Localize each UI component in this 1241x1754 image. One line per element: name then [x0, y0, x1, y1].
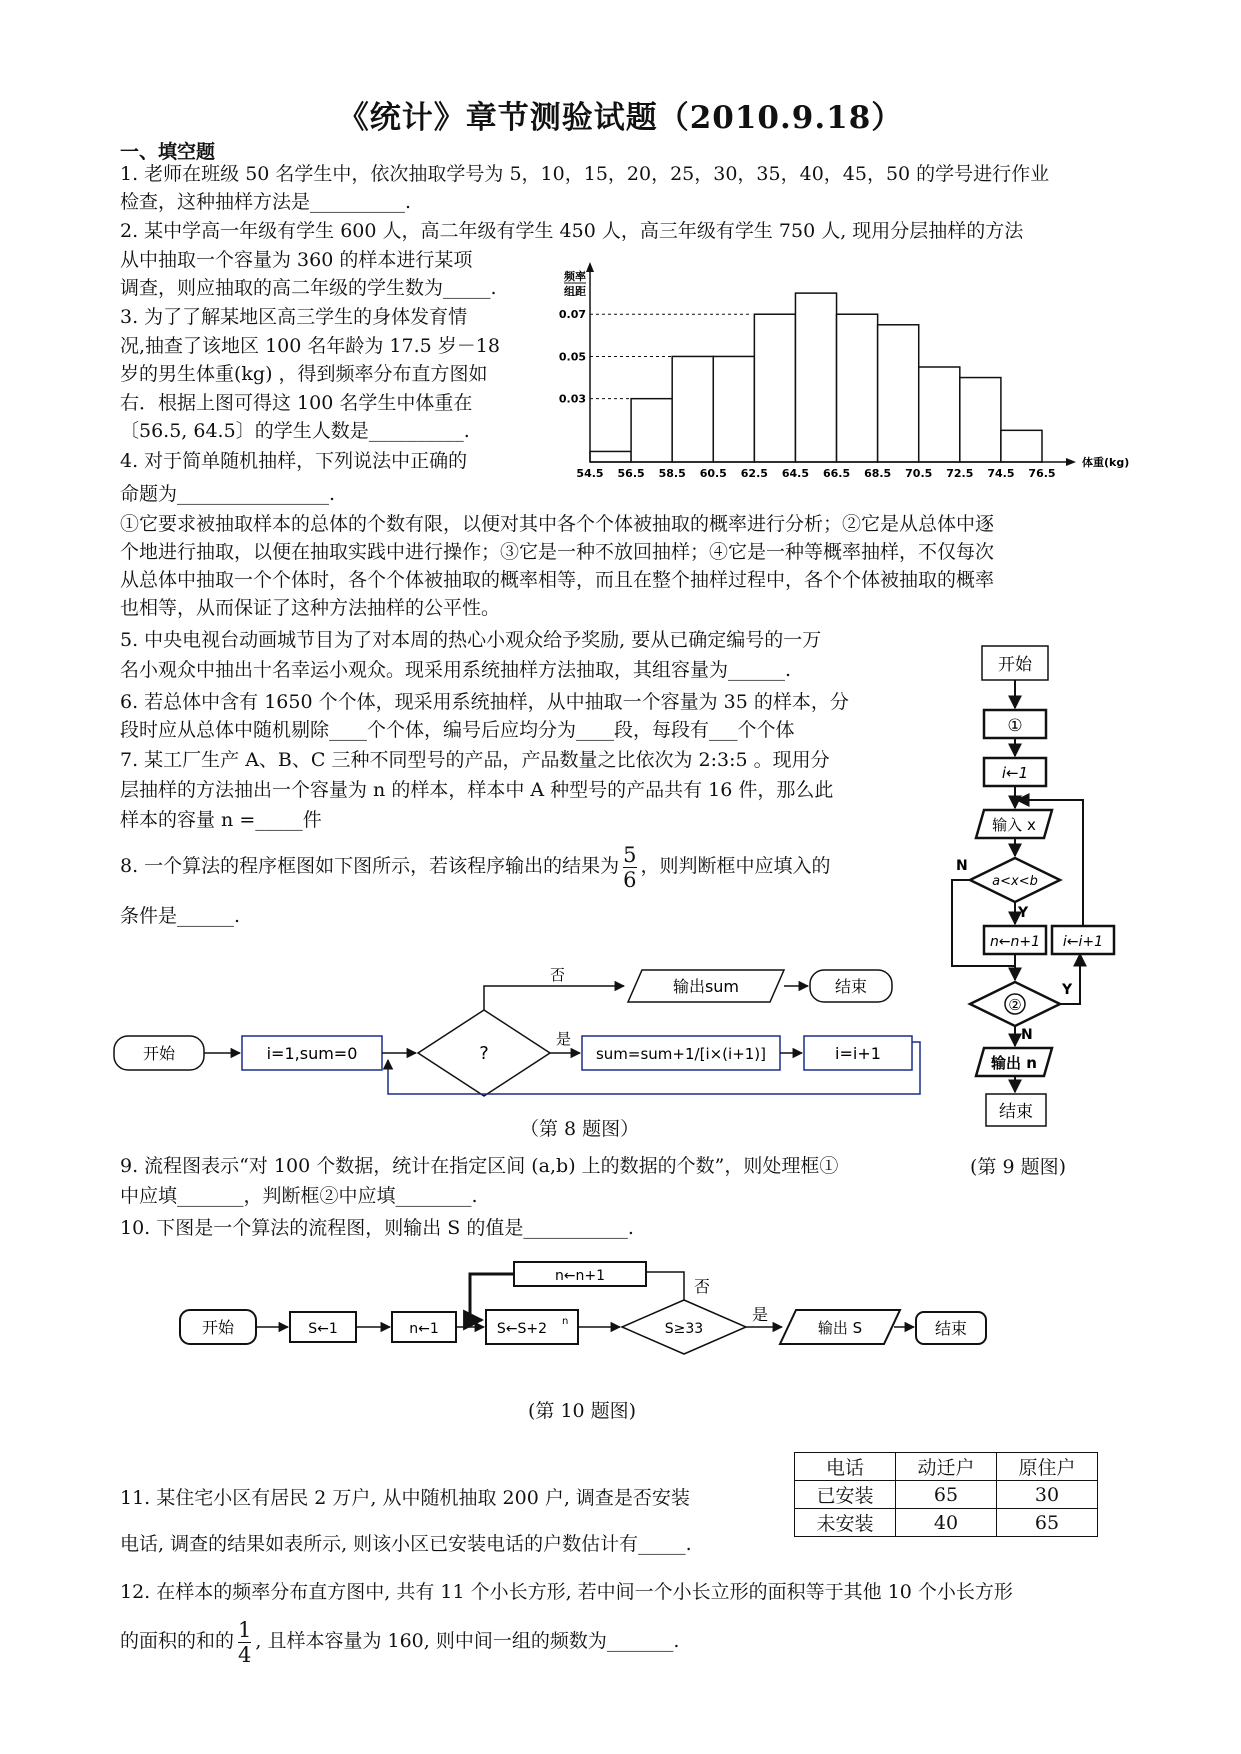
q5-line2: 名小观众中抽出十名幸运小观众。现采用系统抽样方法抽取，其组容量为______.: [120, 659, 792, 681]
q9-line2: 中应填_______，判断框②中应填________.: [120, 1185, 478, 1207]
q10-cond-label: S≥33: [664, 1321, 704, 1337]
histogram-bar: [960, 378, 1001, 462]
y-tick-label: 0.03: [558, 392, 586, 406]
q2-line1: 2. 某中学高一年级有学生 600 人，高二年级有学生 450 人，高三年级有学生 750 人, 现用分层抽样的方法: [120, 220, 1024, 242]
x-tick-label: 66.5: [822, 467, 851, 480]
q10-end-label: 结束: [934, 1319, 968, 1338]
q12-line1: 12. 在样本的频率分布直方图中, 共有 11 个小长方形, 若中间一个小长立形的面积等于其他 10 个小长方形: [120, 1581, 1013, 1603]
q8-body-label: sum=sum+1/[i×(i+1)]: [595, 1045, 767, 1063]
q12-fraction: [238, 1618, 251, 1667]
x-tick-label: 68.5: [864, 467, 892, 480]
q10-caption: (第 10 题图): [528, 1400, 637, 1422]
table-cell: 40: [896, 1509, 997, 1537]
q10-loop-label: n←n+1: [554, 1268, 606, 1284]
q12-line2: [120, 1612, 679, 1670]
q4-line6: 也相等，从而保证了这种方法抽样的公平性。: [120, 597, 501, 619]
table-row: [795, 1509, 1098, 1537]
x-tick-label: 62.5: [740, 467, 768, 480]
q9-y2-label: Y: [1062, 982, 1073, 998]
q8-line2: 条件是______.: [120, 905, 241, 927]
q10-n-init-label: n←1: [409, 1321, 439, 1337]
q3-line5: 〔56.5, 64.5〕的学生人数是__________.: [120, 420, 470, 442]
q10-s-init-label: S←1: [308, 1321, 338, 1337]
q4-line4: 个地进行抽取，以便在抽取实践中进行操作；③它是一种不放回抽样；④它是一种等概率抽样，不仅每次: [120, 541, 995, 563]
q4-line5: 从总体中抽取一个个体时，各个个体被抽取的概率相等，而且在整个抽样过程中，各个个体被抽取的概率: [120, 569, 995, 591]
histogram-bar: [713, 356, 754, 462]
histogram-bar: [631, 399, 672, 462]
q4-line2: 命题为________________.: [120, 483, 336, 505]
table-header-cell: 原住户: [997, 1453, 1098, 1481]
q3-line4: 右．根据上图可得这 100 名学生中体重在: [120, 392, 473, 414]
q10-yes-label: 是: [752, 1305, 769, 1324]
table-row: [795, 1481, 1098, 1509]
q12-text-post: , 且样本容量为 160, 则中间一组的频数为_______.: [255, 1630, 680, 1652]
q8-inc-label: i=i+1: [835, 1044, 881, 1063]
q9-n2-label: N: [1021, 1027, 1033, 1043]
q8-flowchart: [110, 960, 940, 1110]
q12-frac-num: 1: [238, 1617, 252, 1642]
q3-line1: 3. 为了了解某地区高三学生的身体发育情: [120, 306, 468, 328]
x-tick-label: 76.5: [1028, 467, 1056, 480]
q8-frac-den: 6: [623, 867, 637, 892]
page-title: 《统计》章节测验试题（2010.9.18）: [337, 100, 904, 136]
q7-line3: 样本的容量 n =_____件: [120, 809, 322, 831]
q9-line1: 9. 流程图表示“对 100 个数据，统计在指定区间 (a,b) 上的数据的个数”，则处理框①: [120, 1155, 839, 1177]
histogram-bar: [795, 293, 836, 462]
q7-line2: 层抽样的方法抽出一个容量为 n 的样本，样本中 A 种型号的产品共有 16 件，那么此: [120, 779, 834, 801]
x-tick-label: 74.5: [987, 467, 1015, 480]
q1-line2: 检查，这种抽样方法是__________.: [120, 191, 412, 213]
x-axis-arrow-icon: [1066, 458, 1076, 466]
q8-yes-label: 是: [556, 1030, 572, 1048]
q8-cond-label: ?: [479, 1043, 489, 1064]
q10-start-label: 开始: [201, 1318, 235, 1337]
x-tick-label: 54.5: [576, 467, 604, 480]
q2-line2: 从中抽取一个容量为 360 的样本进行某项: [120, 249, 473, 271]
histogram-bar: [672, 356, 713, 462]
q9-end-label: 结束: [999, 1102, 1033, 1122]
q8-text-post: ，则判断框中应填入的: [640, 855, 831, 877]
x-tick-label: 58.5: [658, 467, 686, 480]
table-cell: 30: [997, 1481, 1098, 1509]
q12-frac-den: 4: [238, 1642, 252, 1667]
q11-line1: 11. 某住宅小区有居民 2 万户, 从中随机抽取 200 户, 调查是否安装: [120, 1487, 690, 1509]
x-tick-label: 64.5: [781, 467, 810, 480]
q8-caption: （第 8 题图）: [520, 1118, 640, 1140]
q6-line2: 段时应从总体中随机剔除____个个体，编号后应均分为____段，每段有___个个体: [120, 719, 795, 741]
x-tick-label: 70.5: [905, 467, 933, 480]
q4-line3: ①它要求被抽取样本的总体的个数有限，以便对其中各个个体被抽取的概率进行分析；②它是从总体中逐: [120, 513, 995, 535]
q8-no-label: 否: [550, 966, 566, 984]
x-tick-label: 72.5: [946, 467, 974, 480]
q4-line1: 4. 对于简单随机抽样，下列说法中正确的: [120, 450, 468, 472]
y-axis-label-bottom: 组距: [564, 285, 586, 298]
table-header-cell: 动迁户: [896, 1453, 997, 1481]
table-cell: 未安装: [795, 1509, 896, 1537]
phone-table: [794, 1452, 1098, 1537]
q9-count-label: n←n+1: [989, 934, 1041, 950]
y-axis-arrow-icon: [586, 262, 594, 272]
table-header-row: [795, 1453, 1098, 1481]
histogram-bar: [590, 451, 631, 462]
q7-line1: 7. 某工厂生产 A、B、C 三种不同型号的产品，产品数量之比依次为 2:3:5 。现用分: [120, 749, 830, 771]
q10-update-exponent: n: [562, 1316, 569, 1327]
q9-input-label: 输入 x: [992, 816, 1036, 834]
q11-line2: 电话, 调查的结果如表所示, 则该小区已安装电话的户数估计有_____.: [120, 1533, 692, 1555]
x-axis-label: 体重(kg): [1082, 456, 1130, 469]
q10-no-label: 否: [694, 1277, 711, 1296]
q9-start-label: 开始: [998, 655, 1032, 675]
section-heading: 一、填空题: [120, 141, 216, 163]
q2-line3: 调查，则应抽取的高二年级的学生数为_____.: [120, 277, 497, 299]
histogram-bar: [837, 314, 878, 462]
q8-start-label: 开始: [142, 1044, 176, 1063]
histogram-chart: [558, 262, 1130, 494]
q8-end-label: 结束: [834, 977, 868, 996]
y-tick-label: 0.07: [558, 308, 586, 322]
q9-p2-label: ②: [1008, 996, 1022, 1014]
q9-flowchart: [942, 642, 1142, 1132]
histogram-bar: [754, 314, 795, 462]
q10-line1: 10. 下图是一个算法的流程图，则输出 S 的值是___________.: [120, 1217, 634, 1239]
q9-inc-label: i←i+1: [1062, 934, 1104, 950]
q3-line2: 况,抽查了该地区 100 名年龄为 17.5 岁－18: [120, 335, 500, 357]
q8-init-label: i=1,sum=0: [266, 1044, 358, 1063]
q9-output-label: 输出 n: [991, 1054, 1037, 1072]
q3-line3: 岁的男生体重(kg) ，得到频率分布直方图如: [120, 363, 488, 385]
y-axis-label-top: 频率: [564, 270, 586, 283]
q8-output-label: 输出sum: [672, 977, 740, 996]
q12-text-pre: 的面积的和的: [120, 1630, 235, 1652]
q9-init-label: i←1: [1001, 764, 1029, 782]
histogram-bar: [878, 325, 919, 462]
q8-fraction: [623, 843, 636, 892]
table-cell: 65: [896, 1481, 997, 1509]
q10-output-label: 输出 S: [817, 1319, 863, 1337]
q5-line1: 5. 中央电视台动画城节目为了对本周的热心小观众给予奖励, 要从已确定编号的一万: [120, 629, 822, 651]
q1-line1: 1. 老师在班级 50 名学生中，依次抽取学号为 5，10，15，20，25，30，35，40，45，50 的学号进行作业: [120, 163, 1050, 185]
y-tick-label: 0.05: [558, 350, 586, 364]
histogram-bar: [919, 367, 960, 462]
q9-p1-label: ①: [1007, 716, 1023, 736]
table-cell: 65: [997, 1509, 1098, 1537]
x-tick-label: 56.5: [617, 467, 645, 480]
q10-flowchart: [170, 1262, 1040, 1372]
q10-update-label: S←S+2: [496, 1321, 548, 1337]
q8-text-pre: 8. 一个算法的程序框图如下图所示，若该程序输出的结果为: [120, 855, 620, 877]
q6-line1: 6. 若总体中含有 1650 个个体，现采用系统抽样，从中抽取一个容量为 35 的样本，分: [120, 691, 849, 713]
table-header-cell: 电话: [795, 1453, 896, 1481]
q9-caption: (第 9 题图): [970, 1156, 1066, 1178]
q9-y1-label: Y: [1018, 905, 1029, 921]
q9-cond1-label: a<x<b: [992, 874, 1038, 889]
table-cell: 已安装: [795, 1481, 896, 1509]
histogram-bar: [1001, 430, 1042, 462]
q8-frac-num: 5: [623, 842, 637, 867]
q8-line1: [120, 837, 831, 895]
q9-n1-label: N: [956, 858, 968, 874]
x-tick-label: 60.5: [699, 467, 727, 480]
